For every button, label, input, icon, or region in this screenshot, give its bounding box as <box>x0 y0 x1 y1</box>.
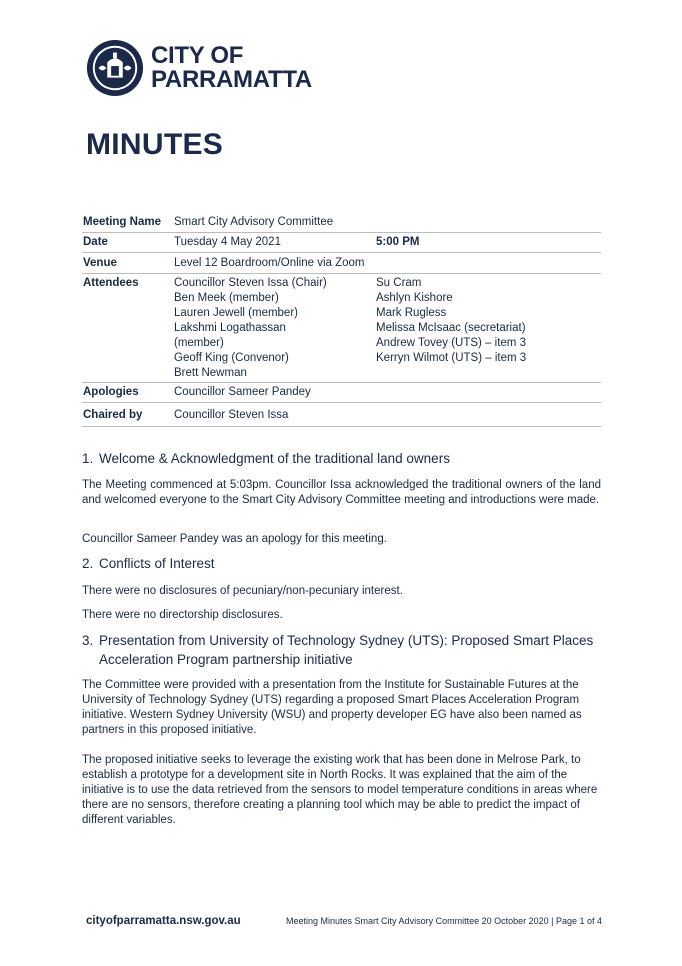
attendee: Lakshmi Logathassan <box>174 321 286 334</box>
attendee: (member) <box>174 336 224 349</box>
attendee: Councillor Steven Issa (Chair) <box>174 276 327 289</box>
section-2-paragraph-1: There were no disclosures of pecuniary/non-pecuniary interest. <box>82 585 403 597</box>
section-number: 1. <box>82 451 94 466</box>
attendee: Andrew Tovey (UTS) – item 3 <box>376 336 526 349</box>
section-2-paragraph-2: There were no directorship disclosures. <box>82 609 283 621</box>
venue-row <box>82 253 601 274</box>
meeting-name-row <box>82 212 601 233</box>
time-value: 5:00 PM <box>376 236 420 249</box>
attendees-left-list <box>174 276 376 381</box>
section-title: Presentation from University of Technology Sydney (UTS): Proposed Smart Places Acceleration Program partnership initiative <box>99 633 594 667</box>
footer-website: cityofparramatta.nsw.gov.au <box>86 915 241 927</box>
attendee: Su Cram <box>376 276 422 289</box>
logo-line-2: PARRAMATTA <box>151 66 312 93</box>
section-1-heading <box>82 451 450 466</box>
chaired-label: Chaired by <box>83 408 143 421</box>
meeting-name-label: Meeting Name <box>83 215 161 228</box>
attendee: Kerryn Wilmot (UTS) – item 3 <box>376 351 527 364</box>
section-number: 3. <box>82 633 94 648</box>
section-title: Welcome & Acknowledgment of the traditional land owners <box>99 451 450 466</box>
attendees-right-list <box>376 276 601 366</box>
page-footer <box>86 915 602 927</box>
apologies-row <box>82 383 601 404</box>
date-row <box>82 233 601 254</box>
section-1-paragraph-2: Councillor Sameer Pandey was an apology for this meeting. <box>82 533 387 545</box>
apologies-label: Apologies <box>83 386 139 399</box>
attendees-row <box>82 274 601 383</box>
chaired-value: Councillor Steven Issa <box>174 408 289 421</box>
section-3-paragraph-1: The Committee were provided with a presentation from the Institute for Sustainable Futures at the University of Technology Sydney (UTS) regarding a proposed Smart Places Acceleration Program initiative. Western Sydney University (WSU) and property developer EG have also been named as partners in this proposed initiative. <box>82 679 582 736</box>
meeting-name-value: Smart City Advisory Committee <box>174 215 334 228</box>
logo-line-1: CITY OF <box>151 42 244 69</box>
city-logo <box>86 38 312 98</box>
logo-wordmark <box>151 44 312 92</box>
section-3-paragraph-2: The proposed initiative seeks to leverage the existing work that has been done in Melrose Park, to establish a prototype for a development site in North Rocks. It was explained that the aim of the initiative is to use the data retrieved from the sensors to model temperature conditions in areas where there are no sensors, therefore creating a planning tool which may be able to predict the impact of different variables. <box>82 754 598 826</box>
meeting-details-table <box>82 212 601 427</box>
page-title: MINUTES <box>86 128 224 161</box>
footer-page-info: Meeting Minutes Smart City Advisory Committee 20 October 2020 | Page 1 of 4 <box>286 916 602 926</box>
section-3-heading <box>82 631 602 669</box>
attendee: Geoff King (Convenor) <box>174 351 289 364</box>
date-value: Tuesday 4 May 2021 <box>174 236 281 249</box>
attendee: Ashlyn Kishore <box>376 291 453 304</box>
attendee: Lauren Jewell (member) <box>174 306 298 319</box>
attendee: Brett Newman <box>174 366 247 379</box>
attendees-label: Attendees <box>83 276 139 289</box>
section-2-heading <box>82 556 215 571</box>
section-1-paragraph-1: The Meeting commenced at 5:03pm. Councillor Issa acknowledged the traditional owners of the land and welcomed everyone to the Smart City Advisory Committee meeting and introductions were made. <box>82 479 601 506</box>
venue-value: Level 12 Boardroom/Online via Zoom <box>174 256 365 269</box>
date-label: Date <box>83 236 108 249</box>
attendee: Mark Rugless <box>376 306 447 319</box>
apologies-value: Councillor Sameer Pandey <box>174 386 311 399</box>
section-number: 2. <box>82 556 94 571</box>
chaired-row <box>82 403 601 427</box>
section-title: Conflicts of Interest <box>99 556 215 571</box>
venue-label: Venue <box>83 256 117 269</box>
attendee: Melissa McIsaac (secretariat) <box>376 321 526 334</box>
city-seal-icon <box>86 39 144 97</box>
attendee: Ben Meek (member) <box>174 291 279 304</box>
